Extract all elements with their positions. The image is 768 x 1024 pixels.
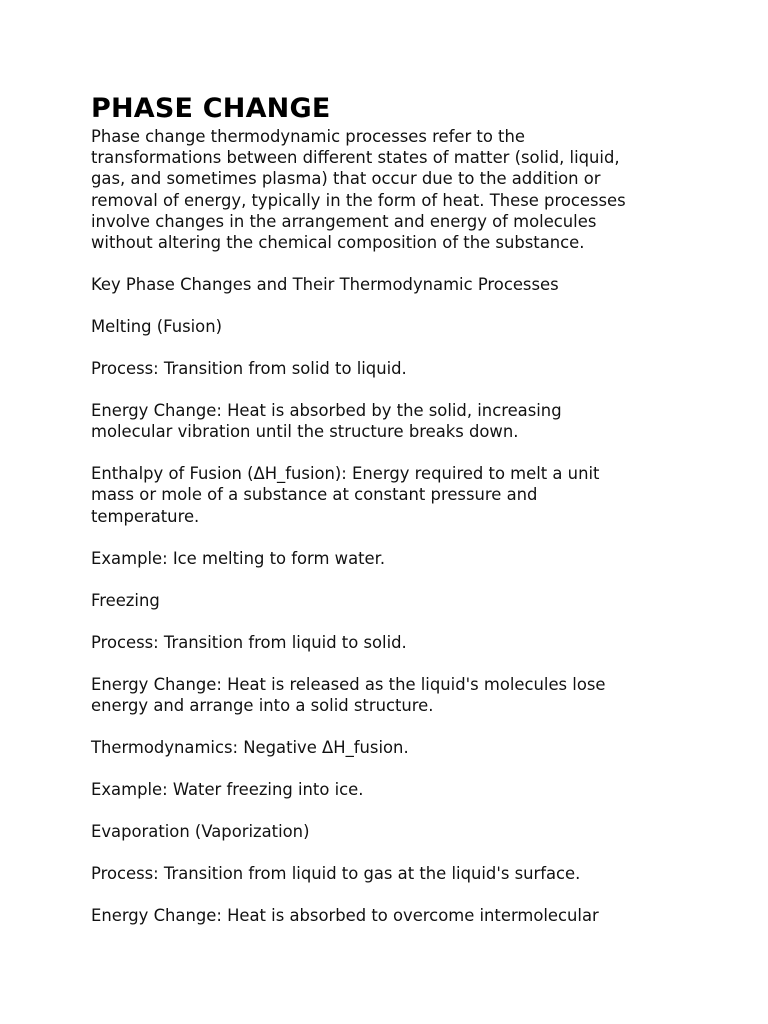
paragraph-gap — [91, 337, 691, 358]
intro-line: removal of energy, typically in the form of heat. These processes — [91, 190, 626, 210]
intro-line: Phase change thermodynamic processes refer to the — [91, 127, 525, 146]
paragraph-gap — [91, 758, 691, 779]
melting-process: Process: Transition from solid to liquid. — [91, 359, 407, 379]
intro-line: without altering the chemical composition of the substance. — [91, 233, 585, 253]
paragraph-gap — [91, 253, 691, 274]
freezing-example: Example: Water freezing into ice. — [91, 779, 364, 799]
paragraph-gap — [91, 842, 691, 863]
paragraph-gap — [91, 295, 691, 316]
paragraph-gap — [91, 653, 691, 674]
melting-enthalpy — [91, 463, 691, 527]
paragraph-gap — [91, 442, 691, 463]
intro-line: transformations between different states of matter (solid, liquid, — [91, 148, 620, 168]
section-heading: Key Phase Changes and Their Thermodynamic Processes — [91, 275, 559, 295]
intro-line: involve changes in the arrangement and energy of molecules — [91, 211, 597, 231]
evaporation-process: Process: Transition from liquid to gas at the liquid's surface. — [91, 863, 581, 883]
text-line: Energy Change: Heat is released as the liquid's molecules lose — [91, 674, 606, 694]
evaporation-energy-change — [91, 905, 691, 926]
melting-heading: Melting (Fusion) — [91, 317, 222, 337]
paragraph-gap — [91, 527, 691, 548]
freezing-process: Process: Transition from liquid to solid. — [91, 632, 407, 652]
melting-example: Example: Ice melting to form water. — [91, 548, 386, 568]
intro-paragraph — [91, 126, 691, 253]
paragraph-gap — [91, 611, 691, 632]
paragraph-gap — [91, 800, 691, 821]
text-line: energy and arrange into a solid structure. — [91, 695, 434, 715]
text-line: temperature. — [91, 506, 200, 526]
intro-line: gas, and sometimes plasma) that occur due to the addition or — [91, 169, 601, 189]
text-line: mass or mole of a substance at constant pressure and — [91, 485, 538, 505]
text-line: Energy Change: Heat is absorbed to overcome intermolecular — [91, 905, 599, 925]
evaporation-heading: Evaporation (Vaporization) — [91, 821, 310, 841]
paragraph-gap — [91, 569, 691, 590]
text-line: molecular vibration until the structure breaks down. — [91, 422, 519, 442]
freezing-thermodynamics: Thermodynamics: Negative ΔH_fusion. — [91, 737, 409, 757]
freezing-heading: Freezing — [91, 590, 160, 610]
paragraph-gap — [91, 379, 691, 400]
paragraph-gap — [91, 716, 691, 737]
freezing-energy-change — [91, 674, 691, 716]
document-page — [91, 92, 691, 926]
document-title: PHASE CHANGE — [91, 93, 331, 124]
paragraph-gap — [91, 884, 691, 905]
text-line: Enthalpy of Fusion (ΔH_fusion): Energy required to melt a unit — [91, 464, 600, 484]
text-line: Energy Change: Heat is absorbed by the solid, increasing — [91, 401, 562, 421]
melting-energy-change — [91, 400, 691, 442]
